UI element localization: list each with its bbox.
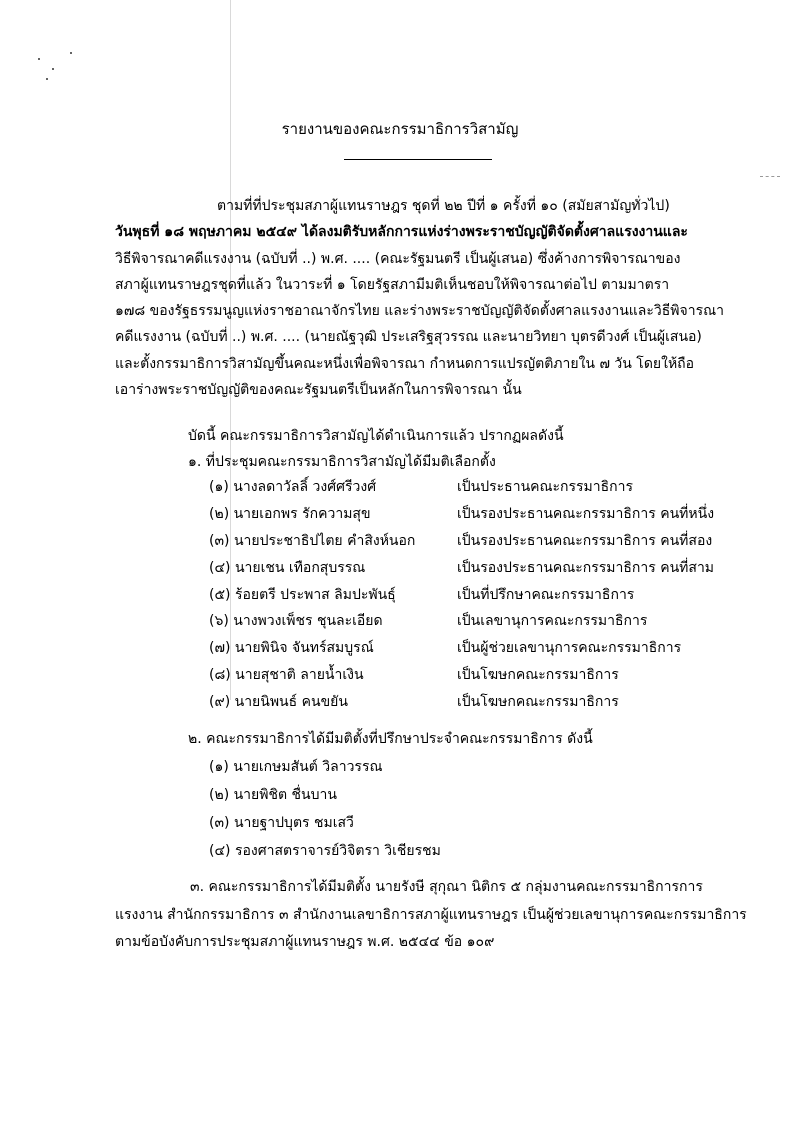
member-role: เป็นที่ปรึกษาคณะกรรมาธิการ bbox=[457, 586, 635, 603]
intro-paragraph bbox=[115, 193, 724, 403]
scan-speck bbox=[52, 68, 54, 70]
member-row bbox=[209, 608, 769, 635]
member-row bbox=[209, 689, 769, 716]
intro-line: ตามที่ที่ประชุมสภาผู้แทนราษฎร ชุดที่ ๒๒ ปีที่ ๑ ครั้งที่ ๑๐ (สมัยสามัญทั่วไป) bbox=[217, 198, 670, 214]
intro-line: และตั้งกรรมาธิการวิสามัญขึ้นคณะหนึ่งเพื่อพิจารณา กำหนดการแปรญัตติภายใน ๗ วัน โดยให้ถือ bbox=[115, 355, 695, 372]
intro-line: วิธีพิจารณาคดีแรงงาน (ฉบับที่ ..) พ.ศ. .... (คณะรัฐมนตรี เป็นผู้เสนอ) ซึ่งค้างการพิจารณาของ bbox=[115, 250, 681, 267]
member-name: (๑) นางลดาวัลลิ์ วงศ์ศรีวงศ์ bbox=[209, 479, 377, 495]
member-row bbox=[209, 474, 769, 501]
advisor-section bbox=[188, 725, 748, 865]
member-role: เป็นโฆษกคณะกรรมาธิการ bbox=[457, 667, 619, 684]
section1-heading: ๑. ที่ประชุมคณะกรรมาธิการวิสามัญได้มีมติเลือกตั้ง bbox=[188, 454, 496, 470]
member-role: เป็นโฆษกคณะกรรมาธิการ bbox=[457, 694, 619, 711]
summary-line: บัดนี้ คณะกรรมาธิการวิสามัญได้ดำเนินการแล้ว ปรากฏผลดังนี้ bbox=[188, 428, 564, 444]
member-name: (๘) นายสุชาติ ลายน้ำเงิน bbox=[209, 667, 364, 684]
member-name: (๓) นายประชาธิปไตย คำสิงห์นอก bbox=[209, 532, 416, 549]
member-role: เป็นเลขานุการคณะกรรมาธิการ bbox=[457, 613, 648, 630]
intro-line: สภาผู้แทนราษฎรชุดที่แล้ว ในวาระที่ ๑ โดยรัฐสภามีมติเห็นชอบให้พิจารณาต่อไป ตามมาตรา bbox=[115, 276, 670, 293]
advisor-item: (๒) นายพิชิต ชื่นบาน bbox=[209, 787, 337, 803]
section3-line: ๓. คณะกรรมาธิการได้มีมติตั้ง นายรังษี สุกุณา นิติกร ๕ กลุ่มงานคณะกรรมาธิการการ bbox=[190, 879, 703, 895]
member-name: (๖) นางพวงเพ็ชร ชุนละเอียด bbox=[209, 613, 383, 630]
member-name: (๔) นายเชน เทือกสุบรรณ bbox=[209, 559, 366, 576]
advisor-item: (๔) รองศาสตราจารย์วิจิตรา วิเชียรชม bbox=[209, 843, 441, 859]
intro-line: คดีแรงงาน (ฉบับที่ ..) พ.ศ. .... (นายณัฐวุฒิ ประเสริฐสุวรรณ และนายวิทยา บุตรดีวงศ์ เป็นผู้เสนอ) bbox=[115, 329, 702, 346]
intro-line: วันพุธที่ ๑๘ พฤษภาคม ๒๕๔๙ ได้ลงมติรับหลักการแห่งร่างพระราชบัญญัติจัดตั้งศาลแรงงานและ bbox=[115, 224, 688, 241]
member-row bbox=[209, 555, 769, 582]
scan-speck bbox=[70, 52, 72, 54]
member-name: (๕) ร้อยตรี ประพาส ลิมปะพันธุ์ bbox=[209, 586, 396, 603]
member-row bbox=[209, 528, 769, 555]
member-role: เป็นผู้ช่วยเลขานุการคณะกรรมาธิการ bbox=[457, 640, 682, 657]
member-name: (๒) นายเอกพร รักความสุข bbox=[209, 505, 371, 522]
member-name: (๙) นายนิพนธ์ คนขยัน bbox=[209, 694, 348, 711]
member-row bbox=[209, 582, 769, 609]
section3-paragraph bbox=[115, 874, 747, 957]
document-title: รายงานของคณะกรรมาธิการวิสามัญ bbox=[281, 120, 519, 138]
scan-speck bbox=[38, 58, 40, 60]
title-underline bbox=[344, 159, 492, 160]
member-role: เป็นรองประธานคณะกรรมาธิการ คนที่สอง bbox=[457, 532, 713, 549]
member-row bbox=[209, 635, 769, 662]
section2-heading: ๒. คณะกรรมาธิการได้มีมติตั้งที่ปรึกษาประจำคณะกรรมาธิการ ดังนี้ bbox=[188, 731, 593, 747]
section3-line: แรงงาน สำนักกรรมาธิการ ๓ สำนักงานเลขาธิการสภาผู้แทนราษฎร เป็นผู้ช่วยเลขานุการคณะกรรมาธิการ bbox=[115, 906, 747, 923]
member-role: เป็นประธานคณะกรรมาธิการ bbox=[457, 479, 634, 495]
member-role: เป็นรองประธานคณะกรรมาธิการ คนที่หนึ่ง bbox=[457, 505, 715, 522]
advisor-item: (๑) นายเกษมสันต์ วิลาวรรณ bbox=[209, 759, 383, 775]
scan-speck bbox=[46, 78, 48, 80]
advisor-item: (๓) นายฐาปบุตร ชมเสวี bbox=[209, 815, 354, 831]
results-intro bbox=[188, 423, 748, 475]
member-row bbox=[209, 662, 769, 689]
member-list bbox=[209, 474, 769, 716]
section3-line: ตามข้อบังคับการประชุมสภาผู้แทนราษฎร พ.ศ. ๒๕๔๔ ข้อ ๑๐๙ bbox=[115, 934, 495, 950]
member-row bbox=[209, 501, 769, 528]
member-role: เป็นรองประธานคณะกรรมาธิการ คนที่สาม bbox=[457, 559, 715, 576]
scan-mark bbox=[760, 176, 780, 178]
member-name: (๗) นายพินิจ จันทร์สมบูรณ์ bbox=[209, 640, 374, 657]
intro-line: เอาร่างพระราชบัญญัติของคณะรัฐมนตรีเป็นหลักในการพิจารณา นั้น bbox=[115, 382, 522, 399]
intro-line: ๑๗๘ ของรัฐธรรมนูญแห่งราชอาณาจักรไทย และร่างพระราชบัญญัติจัดตั้งศาลแรงงานและวิธีพิจารณา bbox=[115, 303, 724, 320]
